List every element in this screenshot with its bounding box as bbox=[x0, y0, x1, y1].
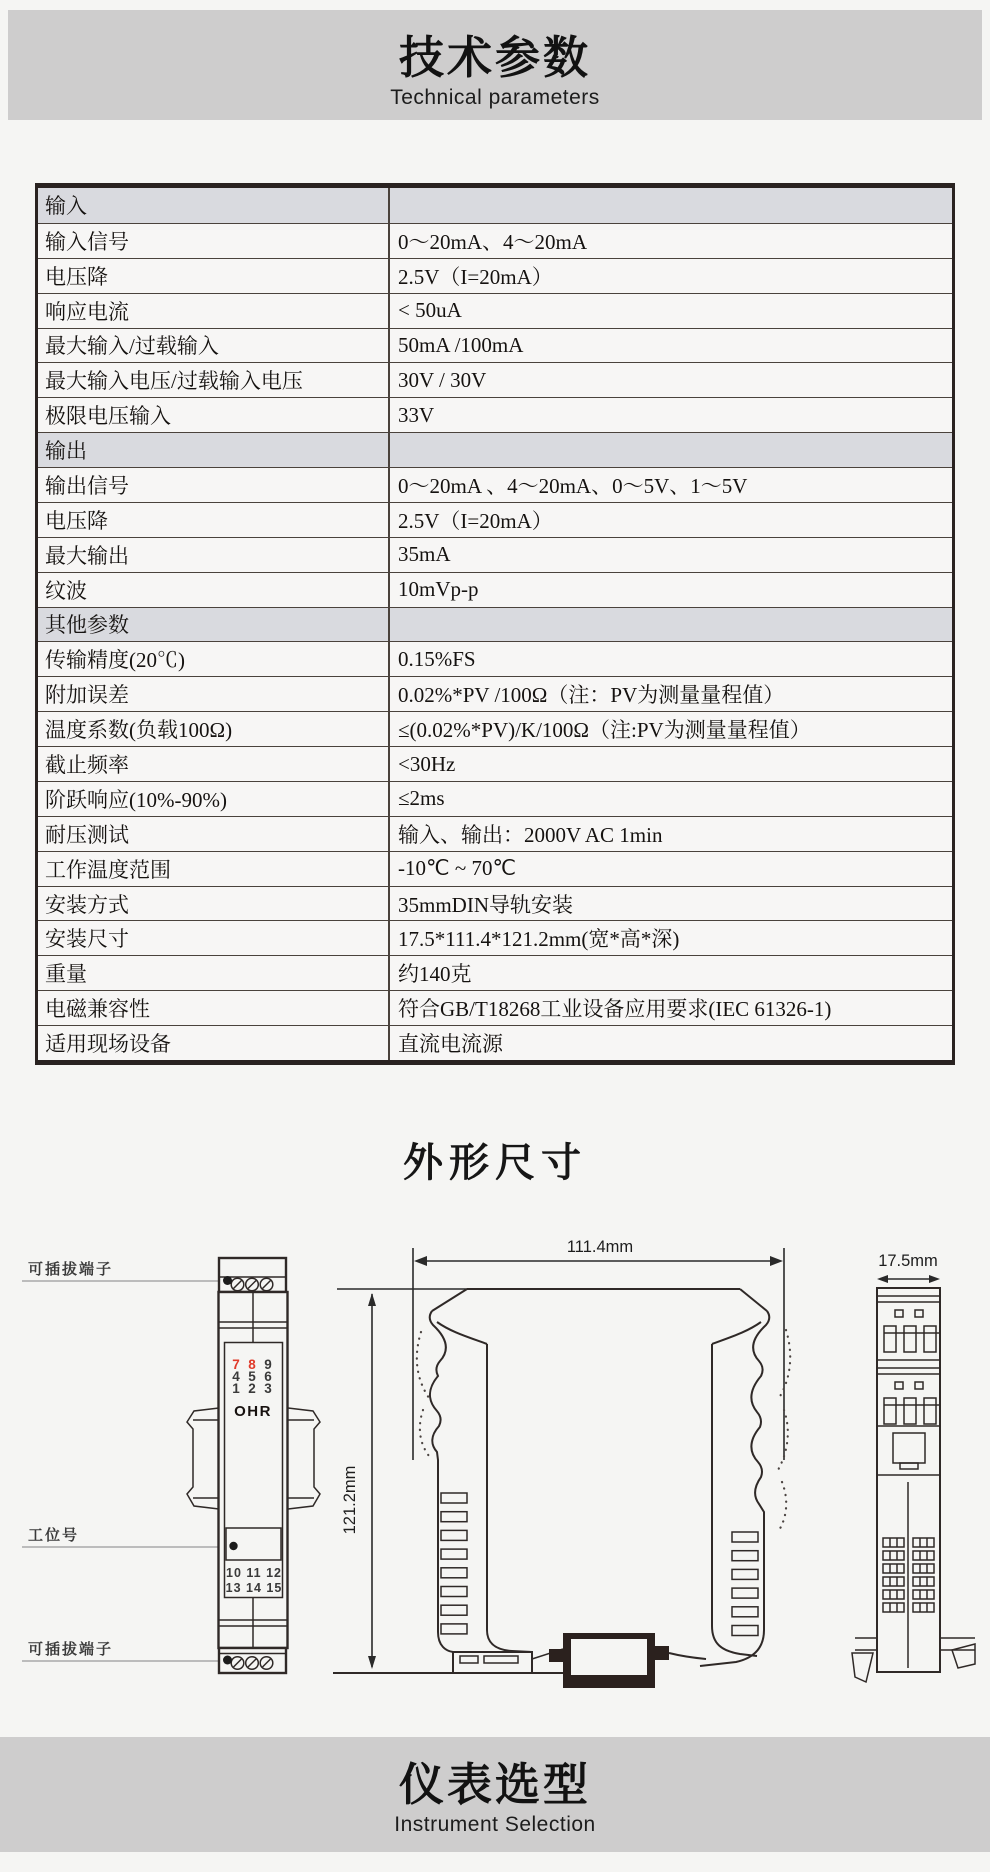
row-label: 输出 bbox=[45, 439, 87, 464]
row-label: 重量 bbox=[45, 962, 87, 987]
row-label: 电磁兼容性 bbox=[45, 997, 150, 1022]
brand-logo: OHR bbox=[234, 1403, 272, 1420]
row-value: -10℃ ~ 70℃ bbox=[388, 852, 952, 886]
tag-number-label: 工位号 bbox=[28, 1527, 80, 1544]
table-row bbox=[38, 711, 952, 746]
row-value: <30Hz bbox=[388, 747, 952, 781]
table-row bbox=[38, 293, 952, 328]
depth-dimension-label: 17.5mm bbox=[878, 1252, 938, 1270]
row-label: 耐压测试 bbox=[45, 822, 129, 847]
front-view-drawing bbox=[22, 1258, 320, 1673]
spec-table bbox=[35, 183, 955, 1065]
row-value bbox=[388, 433, 952, 467]
page-subtitle: Technical parameters bbox=[390, 86, 600, 109]
section-row bbox=[38, 188, 952, 223]
top-terminal-block bbox=[219, 1258, 286, 1292]
table-row bbox=[38, 258, 952, 293]
row-label: 最大输入电压/过载输入电压 bbox=[45, 369, 303, 394]
terminal-number: 1 bbox=[232, 1381, 240, 1396]
row-value: 50mA /100mA bbox=[388, 329, 952, 363]
table-row bbox=[38, 328, 952, 363]
row-label: 输入 bbox=[45, 194, 87, 219]
row-value: 17.5*111.4*121.2mm(宽*高*深) bbox=[388, 921, 952, 955]
leader-dot-top bbox=[223, 1276, 232, 1285]
row-value: 2.5V（I=20mA） bbox=[388, 259, 952, 293]
row-value: 0～20mA 、4～20mA、0～5V、1～5V bbox=[388, 468, 952, 502]
row-value: 0～20mA、4～20mA bbox=[388, 224, 952, 258]
row-label: 阶跃响应(10%-90%) bbox=[45, 787, 227, 812]
table-row bbox=[38, 746, 952, 781]
row-label: 输入信号 bbox=[45, 229, 129, 254]
terminal-number: 2 bbox=[248, 1381, 256, 1396]
row-value: 约140克 bbox=[388, 956, 952, 990]
table-row bbox=[38, 781, 952, 816]
row-value: 输入、输出：2000V AC 1min bbox=[388, 817, 952, 851]
header-band bbox=[8, 10, 982, 120]
section-row bbox=[38, 432, 952, 467]
bottom-terminal-numbers: 13 14 15 bbox=[225, 1581, 283, 1595]
bottom-terminal-numbers: 10 11 12 bbox=[226, 1566, 282, 1580]
row-label: 适用现场设备 bbox=[45, 1032, 171, 1057]
footer-subtitle: Instrument Selection bbox=[394, 1813, 596, 1836]
row-label: 安装尺寸 bbox=[45, 927, 129, 952]
footer-title: 仪表选型 bbox=[398, 1759, 591, 1810]
row-label: 其他参数 bbox=[45, 613, 129, 638]
footer-band bbox=[0, 1737, 990, 1852]
row-label: 传输精度(20℃) bbox=[45, 648, 185, 673]
row-value: 直流电流源 bbox=[388, 1026, 952, 1060]
row-value: 符合GB/T18268工业设备应用要求(IEC 61326-1) bbox=[388, 991, 952, 1025]
row-label: 输出信号 bbox=[45, 473, 129, 498]
row-label: 电压降 bbox=[45, 508, 108, 533]
row-label: 截止频率 bbox=[45, 753, 129, 778]
terminal-number: 8 bbox=[248, 1357, 256, 1372]
table-row bbox=[38, 537, 952, 572]
terminal-number: 7 bbox=[232, 1357, 240, 1372]
table-row bbox=[38, 920, 952, 955]
table-row bbox=[38, 641, 952, 676]
width-dimension-label: 111.4mm bbox=[566, 1238, 634, 1256]
table-row bbox=[38, 955, 952, 990]
row-label: 极限电压输入 bbox=[45, 404, 171, 429]
table-row bbox=[38, 990, 952, 1025]
row-value: < 50uA bbox=[388, 294, 952, 328]
side-view-drawing bbox=[333, 1238, 790, 1688]
row-value: 10mVp-p bbox=[388, 573, 952, 607]
row-value: 35mmDIN导轨安装 bbox=[388, 887, 952, 921]
row-value: 0.15%FS bbox=[388, 642, 952, 676]
row-label: 电压降 bbox=[45, 264, 108, 289]
row-label: 工作温度范围 bbox=[45, 857, 171, 882]
table-row bbox=[38, 362, 952, 397]
row-label: 纹波 bbox=[45, 578, 87, 603]
table-row bbox=[38, 676, 952, 711]
table-row bbox=[38, 816, 952, 851]
row-label: 附加误差 bbox=[45, 683, 129, 708]
leader-dot-middle bbox=[229, 1542, 237, 1550]
leader-dot-bottom bbox=[223, 1656, 232, 1665]
table-row bbox=[38, 572, 952, 607]
table-row bbox=[38, 223, 952, 258]
row-value: 30V / 30V bbox=[388, 363, 952, 397]
row-label: 温度系数(负载100Ω) bbox=[45, 718, 233, 743]
row-value: 2.5V（I=20mA） bbox=[388, 503, 952, 537]
row-value: 0.02%*PV /100Ω（注：PV为测量量程值） bbox=[388, 677, 952, 711]
row-value bbox=[388, 608, 952, 642]
row-label: 最大输出 bbox=[45, 543, 129, 568]
section-row bbox=[38, 607, 952, 642]
terminal-number: 6 bbox=[264, 1369, 272, 1384]
table-row bbox=[38, 886, 952, 921]
terminal-number: 5 bbox=[248, 1369, 256, 1384]
terminal-number: 3 bbox=[264, 1381, 272, 1396]
terminal-number: 4 bbox=[232, 1369, 240, 1384]
row-value: ≤(0.02%*PV)/K/100Ω（注:PV为测量量程值） bbox=[388, 712, 952, 746]
row-value: 35mA bbox=[388, 538, 952, 572]
table-row bbox=[38, 502, 952, 537]
table-row bbox=[38, 467, 952, 502]
row-label: 安装方式 bbox=[45, 892, 129, 917]
height-dimension-label: 121.2mm bbox=[341, 1465, 359, 1535]
row-label: 响应电流 bbox=[45, 299, 129, 324]
outline-section-title: 外形尺寸 bbox=[403, 1141, 587, 1185]
table-row bbox=[38, 851, 952, 886]
plug-terminal-top-label: 可插拔端子 bbox=[28, 1261, 114, 1278]
table-row bbox=[38, 397, 952, 432]
row-value: 33V bbox=[388, 398, 952, 432]
dimension-drawings bbox=[0, 1230, 990, 1700]
page-title: 技术参数 bbox=[398, 32, 591, 83]
row-value: ≤2ms bbox=[388, 782, 952, 816]
table-row bbox=[38, 1025, 952, 1060]
end-view-drawing bbox=[852, 1252, 975, 1682]
row-value bbox=[388, 188, 952, 223]
plug-terminal-bottom-label: 可插拔端子 bbox=[28, 1641, 114, 1658]
terminal-number: 9 bbox=[264, 1357, 272, 1372]
row-label: 最大输入/过载输入 bbox=[45, 334, 219, 359]
